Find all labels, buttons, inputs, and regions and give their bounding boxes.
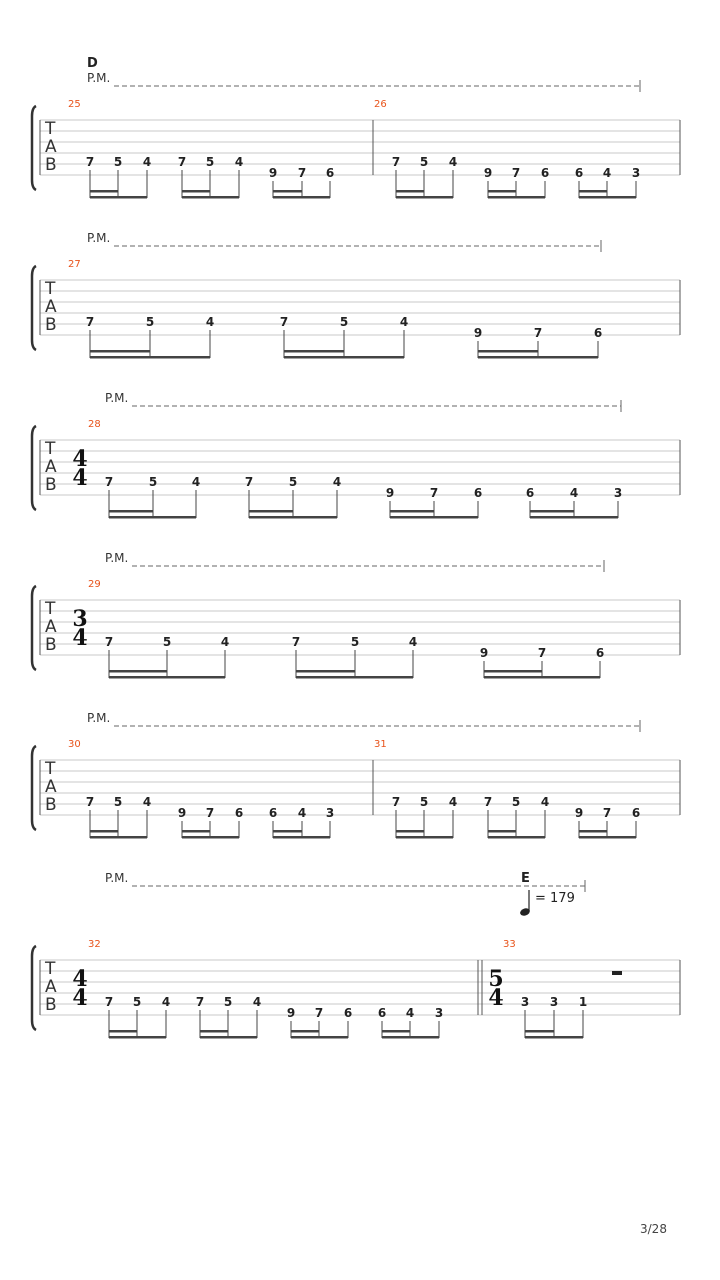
beam: [382, 1036, 439, 1039]
beam: [530, 516, 618, 519]
fret-number: 7: [297, 166, 307, 180]
fret-number: 4: [448, 795, 458, 809]
beam-secondary: [478, 350, 538, 353]
fret-number: 4: [399, 315, 409, 329]
fret-number: 4: [252, 995, 262, 1009]
beam-secondary: [182, 830, 210, 833]
tab-clef-letter: T: [45, 959, 56, 979]
beam: [284, 356, 404, 359]
time-signature-top: 4: [72, 966, 88, 992]
tab-clef-letter: A: [45, 137, 57, 157]
fret-number: 4: [408, 635, 418, 649]
fret-number: 5: [132, 995, 142, 1009]
beam-secondary: [579, 830, 607, 833]
beam: [90, 196, 147, 199]
palm-mute-label: P.M.: [105, 551, 129, 565]
beam-secondary: [90, 350, 150, 353]
tab-clef-letter: B: [45, 315, 57, 335]
measure-number: 30: [68, 739, 81, 750]
tab-clef-letter: A: [45, 617, 57, 637]
fret-number: 6: [343, 1006, 353, 1020]
fret-number: 6: [540, 166, 550, 180]
fret-number: 3: [434, 1006, 444, 1020]
tempo-marking: = 179: [535, 891, 575, 906]
tab-clef-letter: T: [45, 759, 56, 779]
tab-clef-letter: A: [45, 777, 57, 797]
fret-number: 4: [448, 155, 458, 169]
half-rest: [612, 971, 622, 975]
fret-number: 5: [113, 795, 123, 809]
fret-number: 6: [525, 486, 535, 500]
measure-number: 28: [88, 419, 101, 430]
fret-number: 6: [595, 646, 605, 660]
beam: [396, 196, 453, 199]
system-bracket: [32, 426, 36, 510]
fret-number: 7: [429, 486, 439, 500]
fret-number: 7: [391, 155, 401, 169]
tab-clef-letter: T: [45, 279, 56, 299]
fret-number: 7: [279, 315, 289, 329]
beam: [291, 1036, 348, 1039]
fret-number: 3: [631, 166, 641, 180]
tab-clef-letter: A: [45, 297, 57, 317]
beam-secondary: [182, 190, 210, 193]
time-signature-top: 4: [72, 446, 88, 472]
fret-number: 3: [520, 995, 530, 1009]
system-bracket: [32, 106, 36, 190]
beam: [182, 196, 239, 199]
fret-number: 5: [511, 795, 521, 809]
tab-clef-letter: B: [45, 795, 57, 815]
tab-clef-letter: T: [45, 119, 56, 139]
fret-number: 7: [533, 326, 543, 340]
tab-clef-letter: B: [45, 995, 57, 1015]
fret-number: 7: [314, 1006, 324, 1020]
page-number: 3/28: [640, 1222, 667, 1236]
measure-number: 32: [88, 939, 101, 950]
fret-number: 7: [104, 635, 114, 649]
fret-number: 6: [631, 806, 641, 820]
beam-secondary: [273, 830, 302, 833]
fret-number: 7: [483, 795, 493, 809]
beam-secondary: [273, 190, 302, 193]
beam: [484, 676, 600, 679]
beam-secondary: [488, 830, 516, 833]
beam: [90, 836, 147, 839]
system-bracket: [32, 746, 36, 830]
beam-secondary: [296, 670, 355, 673]
measure-number: 33: [503, 939, 516, 950]
fret-number: 4: [234, 155, 244, 169]
fret-number: 7: [104, 475, 114, 489]
fret-number: 4: [569, 486, 579, 500]
time-signature-top: 3: [72, 606, 88, 632]
fret-number: 4: [142, 795, 152, 809]
beam: [249, 516, 337, 519]
fret-number: 3: [613, 486, 623, 500]
tab-clef-letter: B: [45, 475, 57, 495]
palm-mute-label: P.M.: [105, 391, 129, 405]
beam: [525, 1036, 583, 1039]
beam: [182, 836, 239, 839]
fret-number: 9: [385, 486, 395, 500]
fret-number: 5: [113, 155, 123, 169]
fret-number: 4: [161, 995, 171, 1009]
beam: [273, 836, 330, 839]
fret-number: 5: [223, 995, 233, 1009]
fret-number: 6: [325, 166, 335, 180]
fret-number: 5: [350, 635, 360, 649]
measure-number: 26: [374, 99, 387, 110]
fret-number: 5: [419, 795, 429, 809]
beam-secondary: [109, 510, 153, 513]
beam: [579, 196, 636, 199]
beam-secondary: [249, 510, 293, 513]
fret-number: 4: [220, 635, 230, 649]
fret-number: 9: [286, 1006, 296, 1020]
beam: [488, 836, 545, 839]
fret-number: 7: [537, 646, 547, 660]
beam-secondary: [284, 350, 344, 353]
fret-number: 4: [205, 315, 215, 329]
fret-number: 7: [511, 166, 521, 180]
beam-secondary: [90, 190, 118, 193]
measure-number: 29: [88, 579, 101, 590]
time-signature-bottom: 4: [72, 625, 88, 651]
beam: [109, 676, 225, 679]
tab-clef-letter: B: [45, 155, 57, 175]
tab-clef-letter: B: [45, 635, 57, 655]
tab-clef-letter: T: [45, 439, 56, 459]
beam: [579, 836, 636, 839]
beam: [273, 196, 330, 199]
fret-number: 4: [142, 155, 152, 169]
fret-number: 9: [177, 806, 187, 820]
beam: [390, 516, 478, 519]
beam-secondary: [525, 1030, 554, 1033]
beam: [109, 1036, 166, 1039]
fret-number: 4: [540, 795, 550, 809]
beam-secondary: [390, 510, 434, 513]
beam-secondary: [484, 670, 542, 673]
beam: [396, 836, 453, 839]
beam-secondary: [200, 1030, 228, 1033]
beam-secondary: [291, 1030, 319, 1033]
measure-number: 27: [68, 259, 81, 270]
fret-number: 7: [391, 795, 401, 809]
fret-number: 1: [578, 995, 588, 1009]
fret-number: 7: [104, 995, 114, 1009]
beam: [109, 516, 196, 519]
fret-number: 7: [85, 795, 95, 809]
fret-number: 5: [419, 155, 429, 169]
fret-number: 6: [234, 806, 244, 820]
palm-mute-label: P.M.: [87, 71, 111, 85]
palm-mute-label: P.M.: [105, 871, 129, 885]
tab-clef-letter: A: [45, 457, 57, 477]
fret-number: 4: [191, 475, 201, 489]
beam-secondary: [382, 1030, 410, 1033]
fret-number: 7: [244, 475, 254, 489]
fret-number: 4: [332, 475, 342, 489]
beam: [488, 196, 545, 199]
fret-number: 6: [377, 1006, 387, 1020]
fret-number: 4: [405, 1006, 415, 1020]
fret-number: 7: [177, 155, 187, 169]
fret-number: 7: [602, 806, 612, 820]
palm-mute-label: P.M.: [87, 231, 111, 245]
system-bracket: [32, 266, 36, 350]
fret-number: 7: [85, 155, 95, 169]
beam: [478, 356, 598, 359]
beam-secondary: [396, 830, 424, 833]
fret-number: 4: [602, 166, 612, 180]
beam-secondary: [579, 190, 607, 193]
section-marker: E: [521, 871, 530, 886]
beam-secondary: [109, 670, 167, 673]
palm-mute-label: P.M.: [87, 711, 111, 725]
beam: [90, 356, 210, 359]
time-signature-bottom: 4: [488, 985, 504, 1011]
fret-number: 6: [268, 806, 278, 820]
fret-number: 5: [339, 315, 349, 329]
beam-secondary: [530, 510, 574, 513]
measure-number: 31: [374, 739, 387, 750]
system-bracket: [32, 586, 36, 670]
section-marker: D: [87, 56, 98, 71]
fret-number: 5: [148, 475, 158, 489]
fret-number: 9: [268, 166, 278, 180]
fret-number: 7: [291, 635, 301, 649]
fret-number: 9: [473, 326, 483, 340]
fret-number: 7: [195, 995, 205, 1009]
fret-number: 5: [205, 155, 215, 169]
tab-clef-letter: T: [45, 599, 56, 619]
fret-number: 3: [325, 806, 335, 820]
beam-secondary: [396, 190, 424, 193]
time-signature-bottom: 4: [72, 465, 88, 491]
fret-number: 7: [205, 806, 215, 820]
fret-number: 9: [483, 166, 493, 180]
fret-number: 5: [145, 315, 155, 329]
tab-clef-letter: A: [45, 977, 57, 997]
fret-number: 6: [473, 486, 483, 500]
beam-secondary: [90, 830, 118, 833]
beam-secondary: [109, 1030, 137, 1033]
beam: [200, 1036, 257, 1039]
system-bracket: [32, 946, 36, 1030]
time-signature-top: 5: [488, 966, 504, 992]
fret-number: 9: [479, 646, 489, 660]
fret-number: 9: [574, 806, 584, 820]
fret-number: 6: [574, 166, 584, 180]
beam-secondary: [488, 190, 516, 193]
fret-number: 6: [593, 326, 603, 340]
beam: [296, 676, 413, 679]
fret-number: 5: [162, 635, 172, 649]
measure-number: 25: [68, 99, 81, 110]
time-signature-bottom: 4: [72, 985, 88, 1011]
fret-number: 7: [85, 315, 95, 329]
fret-number: 3: [549, 995, 559, 1009]
fret-number: 4: [297, 806, 307, 820]
fret-number: 5: [288, 475, 298, 489]
